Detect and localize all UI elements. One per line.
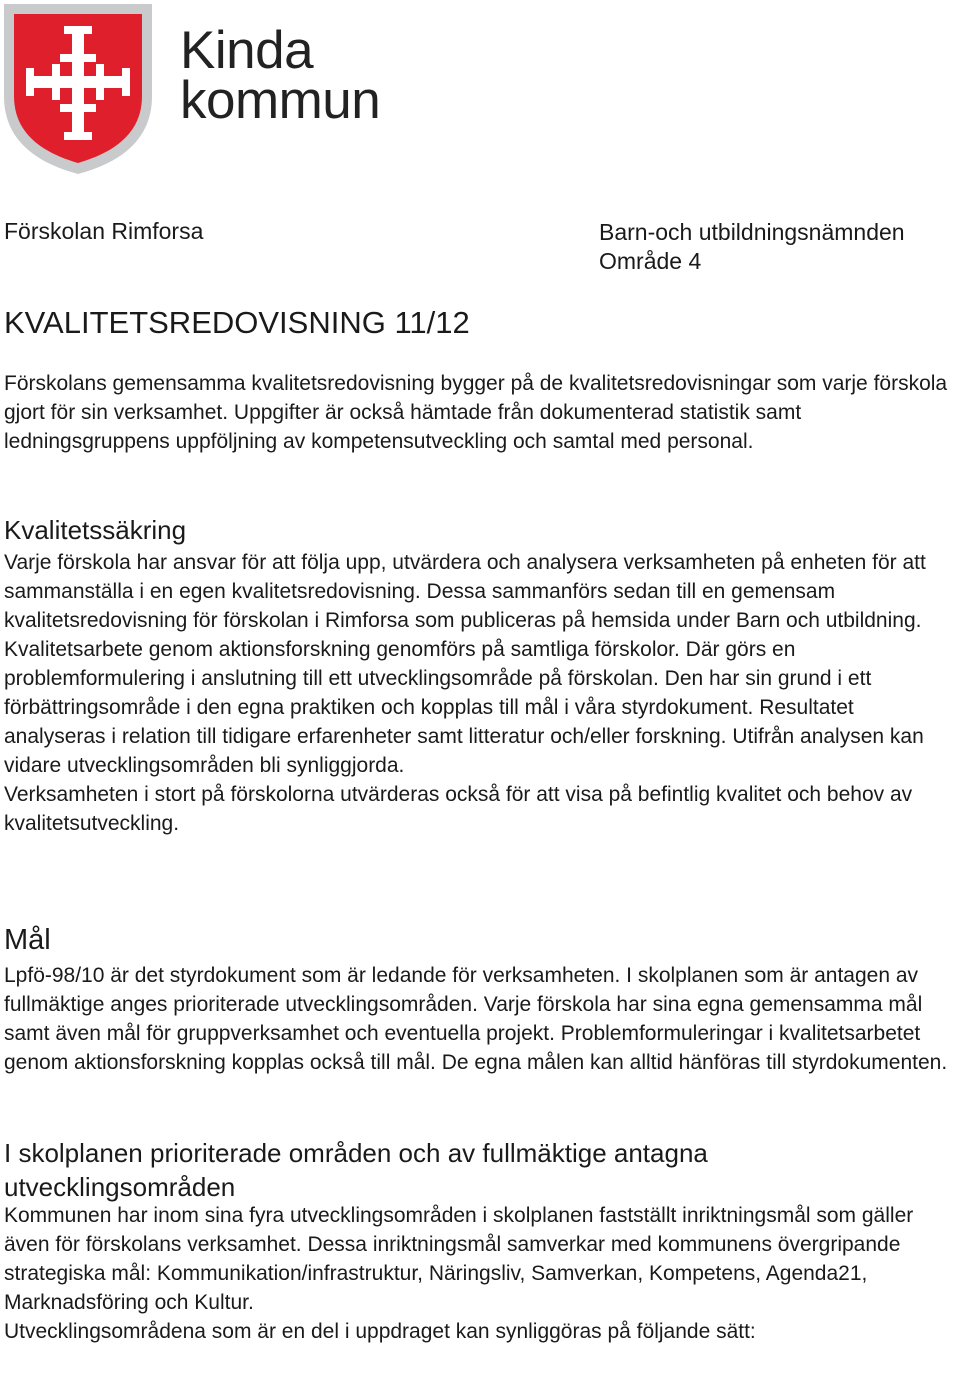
document-title: KVALITETSREDOVISNING 11/12: [4, 305, 470, 340]
paragraph: Kommunen har inom sina fyra utvecklingsområden i skolplanen fastställt inriktningsmål som gäller även för förskolans verksamhet. Dessa inriktningsmål samverkar med kommunens övergripande strategiska mål: Kommunikation/infrastruktur, Näringsliv, Samverkan, Kompetens, Agenda21, Marknadsföring och Kultur.: [4, 1204, 914, 1314]
brand-line-2: kommun: [180, 71, 381, 130]
section-mal: [4, 961, 954, 1077]
section-prioriterade-omraden: [4, 1201, 954, 1346]
area-name: Område 4: [599, 248, 702, 274]
paragraph: Utvecklingsområdena som är en del i uppdraget kan synliggöras på följande sätt:: [4, 1320, 756, 1343]
brand-line-1: Kinda: [180, 21, 314, 80]
unit-name: Förskolan Rimforsa: [4, 218, 204, 244]
paragraph: Verksamheten i stort på förskolorna utvärderas också för att visa på befintlig kvalitet och behov av kvalitetsutveckling.: [4, 783, 913, 835]
department-block: [599, 218, 905, 276]
brand-name: [180, 21, 381, 130]
paragraph: Varje förskola har ansvar för att följa upp, utvärdera och analysera verksamheten på enheten för att sammanställa i en egen kvalitetsredovisning. Dessa sammanförs sedan till en gemensam kvalitetsredovisning för förskolan i Rimforsa som publiceras på hemsida under Barn och utbildning.: [4, 551, 926, 632]
paragraph: Lpfö-98/10 är det styrdokument som är ledande för verksamheten. I skolplanen som är antagen av fullmäktige anges prioriterade utvecklingsområden. Varje förskola har sina egna gemensamma mål samt även mål för gruppverksamhet och eventuella projekt. Problemformuleringar i kvalitetsarbetet genom aktionsforskning kopplas också till mål. De egna målen kan alltid hänföras till styrdokumenten.: [4, 964, 948, 1074]
heading-mal: Mål: [4, 924, 51, 956]
heading-kvalitetssakring: Kvalitetssäkring: [4, 515, 187, 545]
department-name: Barn-och utbildningsnämnden: [599, 219, 905, 245]
heading-prioriterade-omraden: I skolplanen prioriterade områden och av fullmäktige antagna utvecklingsområden: [4, 1138, 708, 1202]
intro-paragraph: [4, 369, 954, 456]
intro-text: Förskolans gemensamma kvalitetsredovisning bygger på de kvalitetsredovisningar som varje förskola gjort för sin verksamhet. Uppgifter är också hämtade från dokumenterad statistik samt ledningsgruppens uppföljning av kompetensutveckling och samtal med personal.: [4, 372, 948, 453]
paragraph: Kvalitetsarbete genom aktionsforskning genomförs på samtliga förskolor. Där görs en problemformulering i anslutning till ett utvecklingsområde på förskolan. Den har sin grund i ett förbättringsområde i den egna praktiken och kopplas till mål i våra styrdokument. Resultatet analyseras i relation till tidigare erfarenheter samt litteratur och/eller forskning. Utifrån analysen kan vidare utvecklingsområden bli synliggjorda.: [4, 638, 924, 777]
kinda-kommun-shield-logo: [4, 4, 152, 174]
section-kvalitetssakring: [4, 548, 954, 838]
